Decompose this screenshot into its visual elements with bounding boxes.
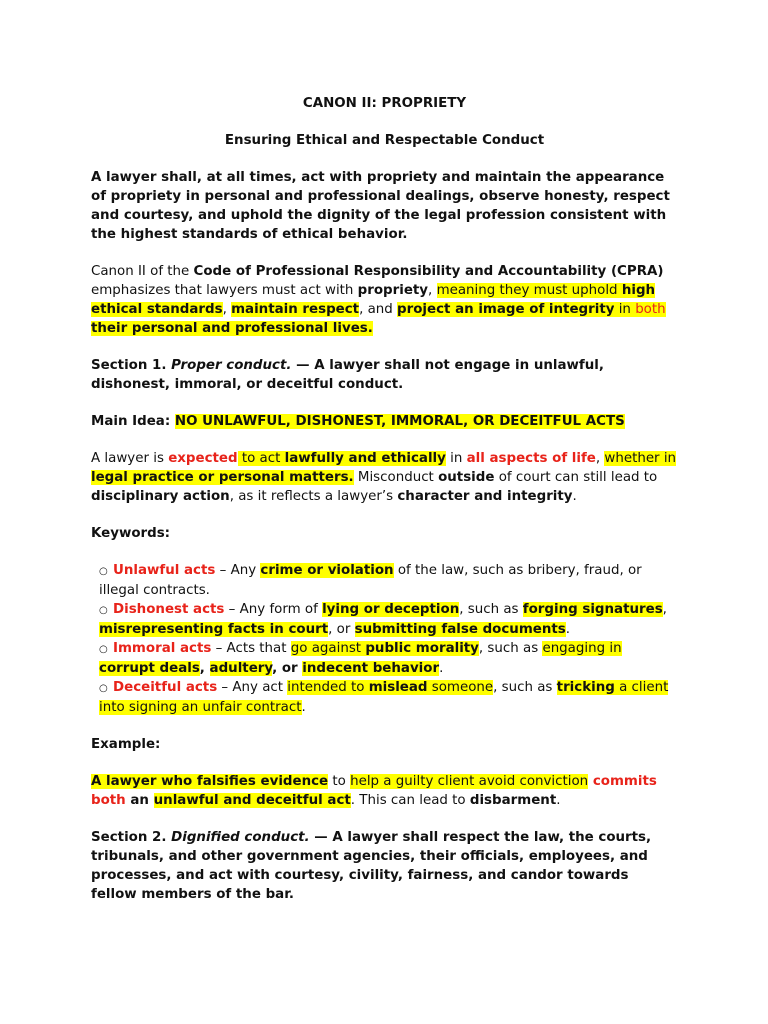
keyword-item-unlawful: ○ Unlawful acts – Any crime or violation of the law, such as bribery, fraud, or illegal contracts. xyxy=(99,563,642,598)
example-label: Example: xyxy=(91,737,161,752)
main-idea: Main Idea: NO UNLAWFUL, DISHONEST, IMMORAL, OR DECEITFUL ACTS xyxy=(91,414,625,429)
bullet-circle-icon: ○ xyxy=(99,683,108,694)
keyword-item-dishonest: ○ Dishonest acts – Any form of lying or deception, such as forging signatures, misrepresenting facts in court, or submitting false documents. xyxy=(99,602,667,637)
keyword-item-deceitful: ○ Deceitful acts – Any act intended to mislead someone, such as tricking a client into signing an unfair contract. xyxy=(99,680,669,715)
section-1-explanation: A lawyer is expected to act lawfully and ethically in all aspects of life, whether in legal practice or personal matters. Misconduct outside of court can still lead to disciplinary action, as it reflects a lawyer’s character and integrity. xyxy=(91,451,677,504)
keyword-item-immoral: ○ Immoral acts – Acts that go against public morality, such as engaging in corrupt deals, adultery, or indecent behavior. xyxy=(99,641,622,676)
canon-statement: A lawyer shall, at all times, act with propriety and maintain the appearance of propriety in personal and professional dealings, observe honesty, respect and courtesy, and uphold the dignity of the legal profession consistent with the highest standards of ethical behavior. xyxy=(91,170,670,242)
canon-explanation-paragraph: Canon II of the Code of Professional Responsibility and Accountability (CPRA) emphasizes that lawyers must act with propriety, meaning they must uphold high ethical standards, maintain respect, and project an image of integrity in both their personal and professional lives. xyxy=(91,264,666,336)
document-subtitle: Ensuring Ethical and Respectable Conduct xyxy=(224,133,545,148)
keywords-label: Keywords: xyxy=(91,526,171,541)
keywords-list xyxy=(91,561,678,717)
bullet-circle-icon: ○ xyxy=(99,566,108,577)
document-title: CANON II: PROPRIETY xyxy=(302,96,467,111)
section-1-heading: Section 1. Proper conduct. — A lawyer shall not engage in unlawful, dishonest, immoral, or deceitful conduct. xyxy=(91,358,604,392)
bullet-circle-icon: ○ xyxy=(99,644,108,655)
example-paragraph: A lawyer who falsifies evidence to help a guilty client avoid conviction commits both an unlawful and deceitful act. This can lead to disbarment. xyxy=(91,774,657,808)
bullet-circle-icon: ○ xyxy=(99,605,108,616)
section-2-heading: Section 2. Dignified conduct. — A lawyer shall respect the law, the courts, tribunals, and other government agencies, their officials, employees, and processes, and act with courtesy, civility, fairness, and candor towards fellow members of the bar. xyxy=(91,830,652,902)
